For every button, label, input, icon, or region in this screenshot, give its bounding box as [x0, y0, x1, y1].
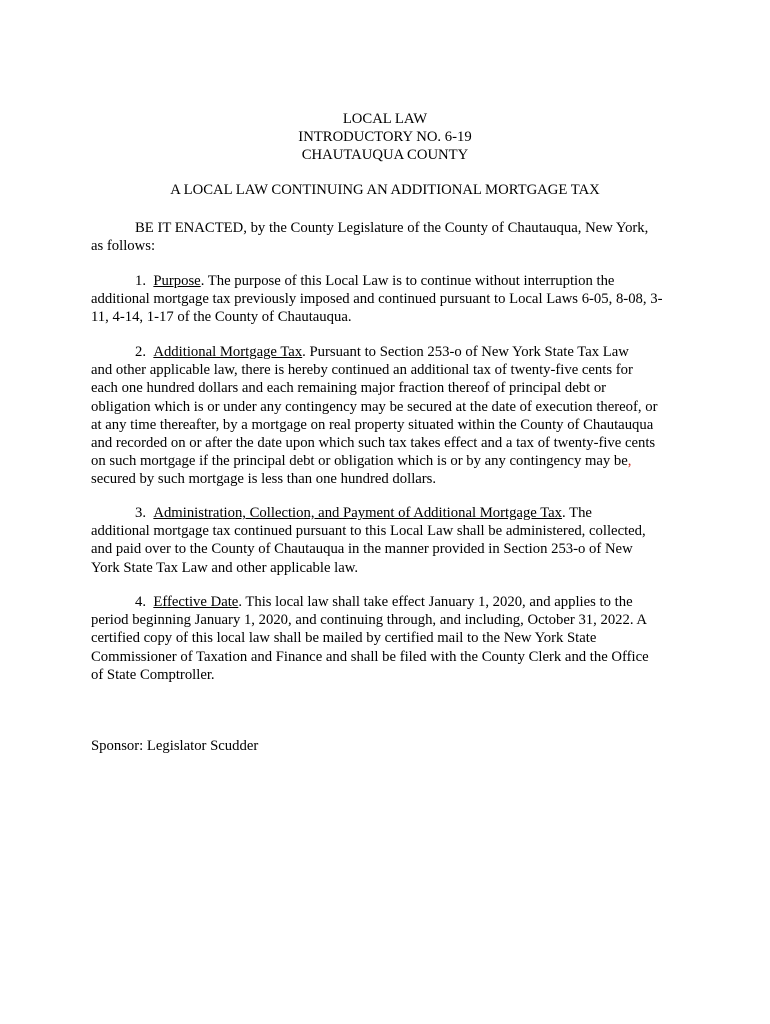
section-number: 2.: [135, 344, 147, 360]
section-number: 4.: [135, 594, 147, 610]
section-administration-collection-payment: [91, 504, 671, 577]
section-text: . Pursuant to Section 253-o of New York State Tax Law: [302, 344, 629, 360]
section-2-line-3: each one hundred dollars and each remaining major fraction thereof of principal debt or: [91, 380, 607, 397]
section-2-line-5: at any time thereafter, by a mortgage on real property situated within the County of Chautauqua: [91, 416, 654, 433]
section-3-line-1: [91, 504, 671, 522]
section-1-line-1: [91, 272, 671, 290]
section-1-line-2: additional mortgage tax previously imposed and continued pursuant to Local Laws 6-05, 8-08, 3-: [91, 291, 663, 308]
section-2-line-7: [91, 452, 671, 470]
section-4-line-4: Commissioner of Taxation and Finance and shall be filed with the County Clerk and the Office: [91, 648, 649, 665]
section-heading: Administration, Collection, and Payment of Additional Mortgage Tax: [153, 505, 563, 521]
section-text: . The purpose of this Local Law is to continue without interruption the: [200, 273, 615, 289]
sponsor-line: Sponsor: Legislator Scudder: [91, 738, 259, 754]
section-2-line-4: obligation which is or under any contingency may be secured at the date of execution thereof, or: [91, 398, 658, 415]
section-number: 3.: [135, 505, 147, 521]
section-4-line-2: period beginning January 1, 2020, and continuing through, and including, October 31, 2022. A: [91, 612, 647, 629]
section-4-line-5: of State Comptroller.: [91, 666, 215, 683]
section-effective-date: [91, 593, 671, 684]
header-introductory-number: INTRODUCTORY NO. 6-19: [298, 129, 472, 146]
header-local-law: LOCAL LAW: [342, 111, 428, 127]
section-number: 1.: [135, 273, 147, 289]
section-2-line-2: and other applicable law, there is hereby continued an additional tax of twenty-five cents for: [91, 362, 633, 379]
section-text: . This local law shall take effect January 1, 2020, and applies to the: [238, 594, 633, 610]
section-1-line-3: 11, 4-14, 1-17 of the County of Chautauqua.: [91, 309, 352, 326]
enactment-line-1: BE IT ENACTED, by the County Legislature of the County of Chautauqua, New York,: [135, 220, 649, 236]
section-text: . The: [562, 505, 592, 521]
section-3-line-3: and paid over to the County of Chautauqua in the manner provided in Section 253-o of New: [91, 541, 633, 558]
section-purpose: [91, 272, 671, 327]
section-2-line-6: and recorded on or after the date upon which such tax takes effect and a tax of twenty-five cents: [91, 435, 656, 452]
section-heading: Effective Date: [153, 594, 239, 610]
header-county: CHAUTAUQUA COUNTY: [301, 147, 469, 164]
document-header: [0, 110, 770, 165]
section-2-line-1: [91, 343, 671, 361]
section-2-line-8: secured by such mortgage is less than one hundred dollars.: [91, 471, 437, 488]
enactment-clause: [91, 219, 671, 255]
section-heading: Purpose: [153, 273, 201, 289]
section-3-line-4: York State Tax Law and other applicable law.: [91, 559, 359, 576]
enactment-line-2: as follows:: [91, 238, 156, 255]
section-additional-mortgage-tax: [91, 343, 671, 489]
section-3-line-2: additional mortgage tax continued pursuant to this Local Law shall be administered, collected,: [91, 523, 646, 540]
section-4-line-1: [91, 593, 671, 611]
document-title: A LOCAL LAW CONTINUING AN ADDITIONAL MORTGAGE TAX: [170, 182, 600, 198]
section-text: on such mortgage if the principal debt or obligation which is or by any contingency may be: [91, 453, 628, 470]
section-4-line-3: certified copy of this local law shall be mailed by certified mail to the New York State: [91, 630, 597, 647]
red-comma-mark: ,: [627, 453, 632, 470]
section-heading: Additional Mortgage Tax: [153, 344, 303, 360]
